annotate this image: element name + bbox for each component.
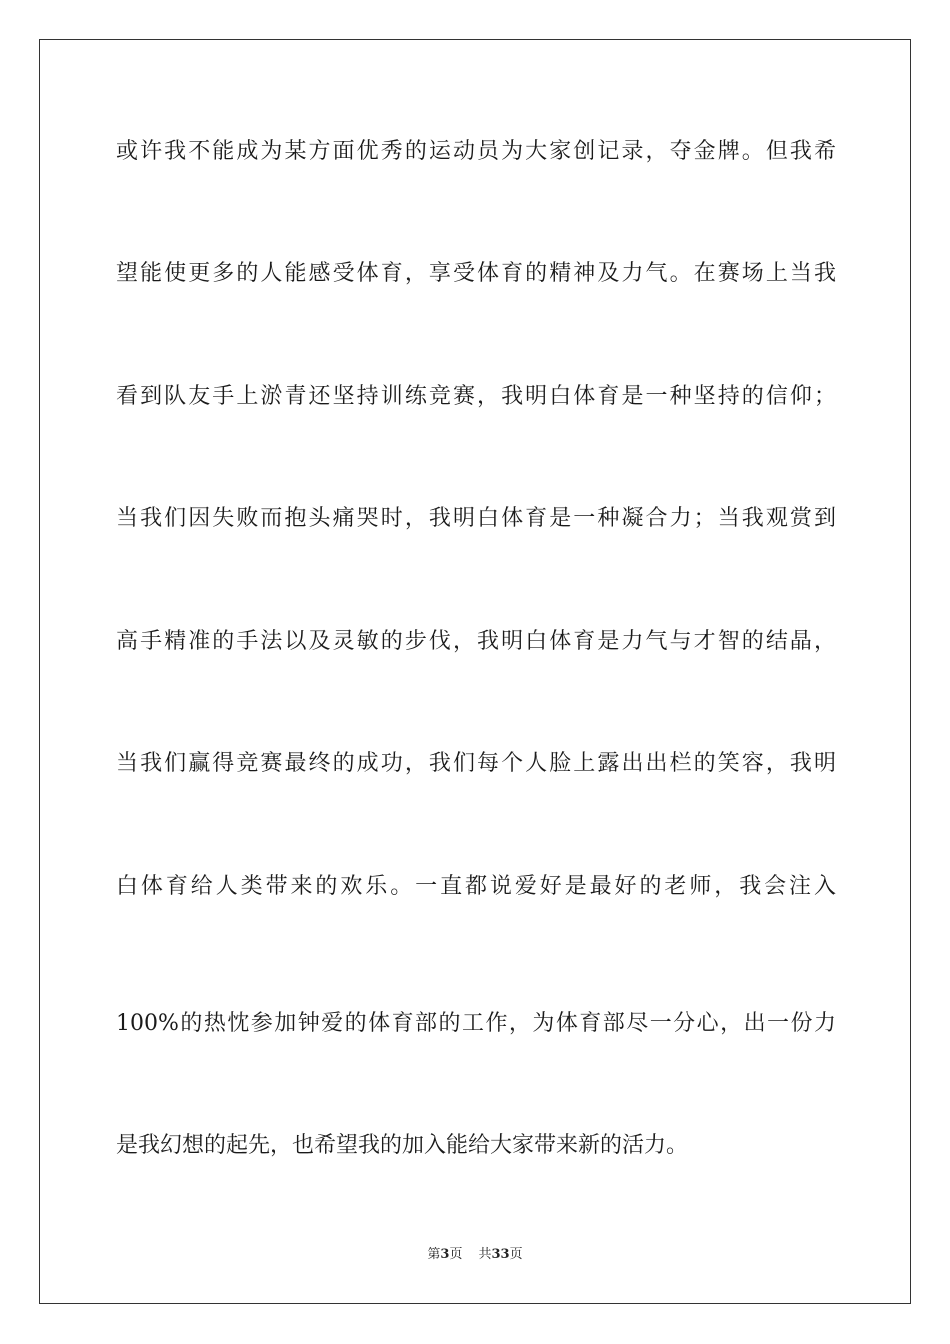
total-label-suffix: 页 xyxy=(509,1247,523,1262)
total-label-prefix: 共 xyxy=(478,1247,492,1262)
body-text-line: 看到队友手上淤青还坚持训练竞赛，我明白体育是一种坚持的信仰； xyxy=(116,384,836,409)
page-number: 3 xyxy=(440,1247,450,1262)
body-text-line: 或许我不能成为某方面优秀的运动员为大家创记录，夺金牌。但我希 xyxy=(116,139,836,164)
page-label-prefix: 第 xyxy=(427,1247,441,1262)
body-text-line: 100%的热忱参加钟爱的体育部的工作，为体育部尽一分心，出一份力 xyxy=(116,1011,836,1036)
body-text-line: 白体育给人类带来的欢乐。一直都说爱好是最好的老师，我会注入 xyxy=(116,874,836,899)
page-label-suffix: 页 xyxy=(449,1247,463,1262)
body-text-line: 高手精准的手法以及灵敏的步伐，我明白体育是力气与才智的结晶， xyxy=(116,629,836,654)
total-pages: 33 xyxy=(491,1247,510,1262)
body-text-line: 当我们赢得竞赛最终的成功，我们每个人脸上露出出栏的笑容，我明 xyxy=(116,751,836,776)
body-text-line: 望能使更多的人能感受体育，享受体育的精神及力气。在赛场上当我 xyxy=(116,261,836,286)
page-footer xyxy=(0,1245,950,1265)
body-text-line: 当我们因失败而抱头痛哭时，我明白体育是一种凝合力；当我观赏到 xyxy=(116,506,836,531)
page-border xyxy=(39,39,911,1304)
body-text-line: 是我幻想的起先，也希望我的加入能给大家带来新的活力。 xyxy=(116,1133,689,1158)
